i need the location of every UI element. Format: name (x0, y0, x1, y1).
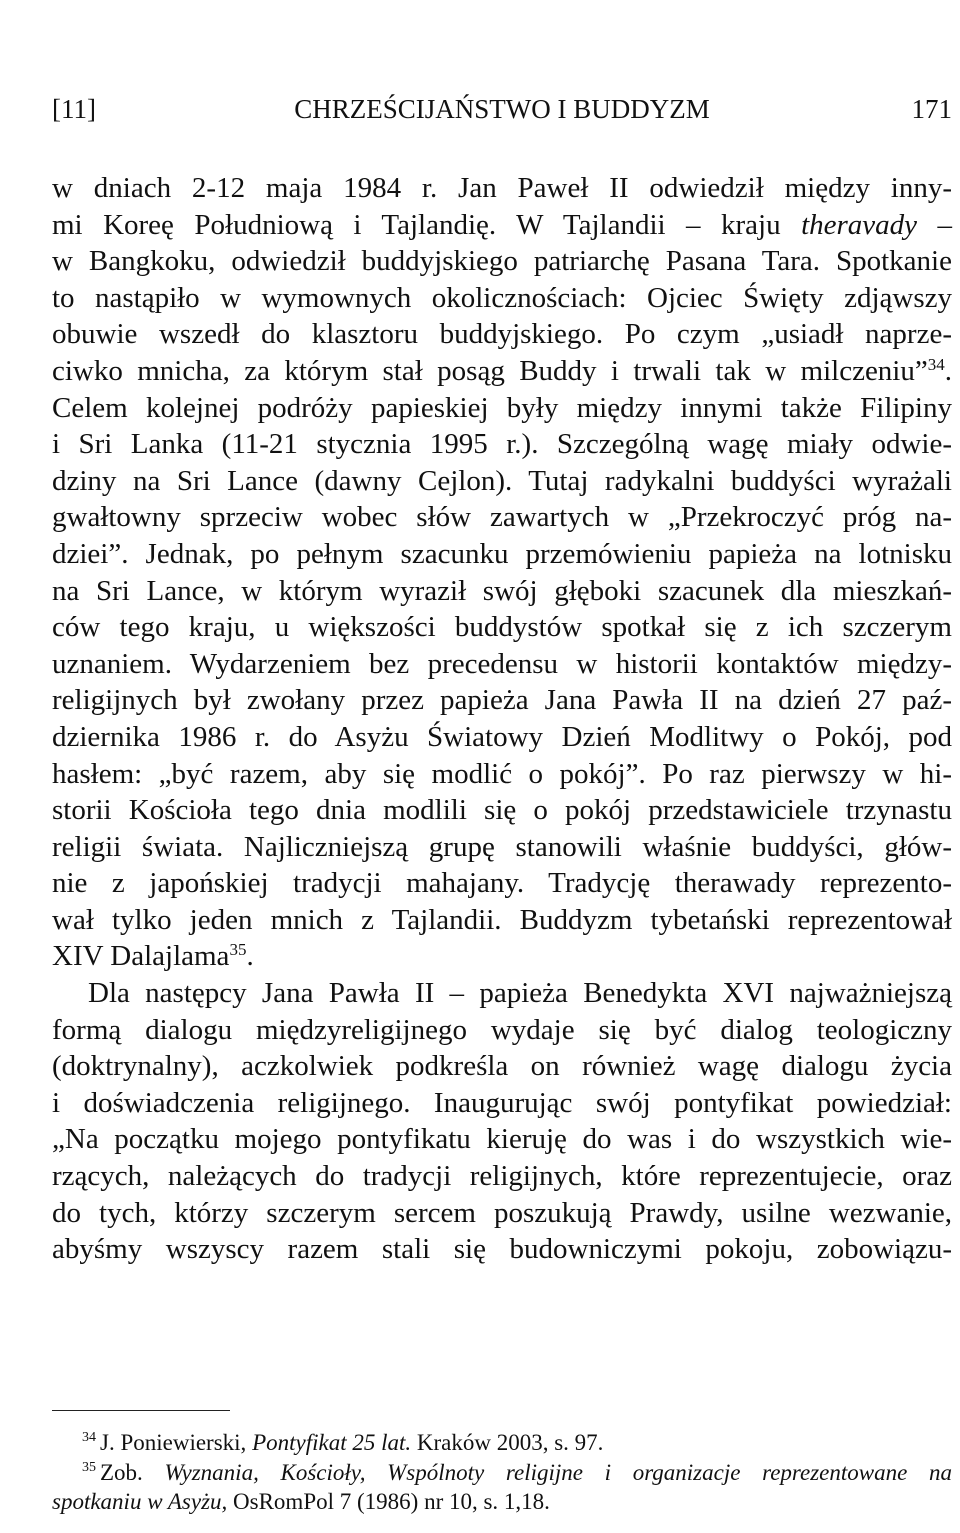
text-line: to nastąpiło w wymownych okolicznościach: Ojciec Święty zdjąwszy (52, 281, 952, 314)
footnote-ref: 35 (229, 940, 247, 960)
footnote-ref: 34 (927, 354, 945, 374)
footnote-35-continuation: spotkaniu w Asyżu, OsRomPol 7 (1986) nr 10, s. 1,18. (52, 1489, 550, 1514)
text-line: ciwko mnicha, za którym stał posąg Buddy i trwali tak w milczeniu”$^{34}$. (52, 354, 952, 387)
paragraph-first-line: Dla następcy Jana Pawła II – papieża Benedykta XVI najważniejszą (88, 977, 952, 1010)
text-line: hasłem: „być razem, aby się modlić o pokój”. Po raz pierwszy w hi- (52, 757, 952, 790)
italic-term: theravady (801, 208, 918, 241)
text-line: „Na początku mojego pontyfikatu kieruję do was i do wszystkich wie- (52, 1123, 952, 1156)
text-line: dziernika 1986 r. do Asyżu Światowy Dzień Modlitwy o Pokój, pod (52, 720, 952, 753)
text-line: mi Koreę Południową i Tajlandię. W Tajlandii – kraju theravady – (52, 208, 953, 241)
footnotes (52, 1428, 952, 1517)
text-line: XIV Dalajlama$^{35}$. (52, 940, 254, 973)
footnote-number: 35 (82, 1459, 96, 1475)
running-header (52, 92, 952, 126)
text-line: nie z japońskiej tradycji mahajany. Tradycję therawady reprezento- (52, 867, 952, 900)
section-number: [11] (52, 94, 96, 124)
text-line: gwałtowny sprzeciw wobec słów zawartych w „Przekroczyć próg na- (52, 501, 952, 534)
text-line: obuwie wszedł do klasztoru buddyjskiego. Po czym „usiadł naprze- (52, 318, 952, 351)
text-line: ców tego kraju, u większości buddystów spotkał się z ich szczerym (52, 611, 952, 644)
text-line: rzących, należących do tradycji religijnych, które reprezentujecie, oraz (52, 1160, 952, 1193)
body-text (52, 170, 952, 1268)
text-line: storii Kościoła tego dnia modlili się o pokój przedstawiciele trzynastu (52, 794, 952, 827)
text-line: i doświadczenia religijnego. Inaugurując swój pontyfikat powiedział: (52, 1086, 952, 1119)
footnote-35: $^{35}$ Zob. Wyznania, Kościoły, Wspólnoty religijne i organizacje reprezentowane na (82, 1459, 952, 1485)
text-line: i Sri Lanka (11-21 stycznia 1995 r.). Szczególną wagę miały odwie- (52, 428, 952, 461)
text-line: dziei”. Jednak, po pełnym szacunku przemówieniu papieża na lotnisku (52, 537, 952, 570)
text-line: w Bangkoku, odwiedził buddyjskiego patriarchę Pasana Tara. Spotkanie (52, 245, 952, 278)
text-line: w dniach 2-12 maja 1984 r. Jan Paweł II odwiedził między inny- (52, 172, 952, 204)
text-line: dziny na Sri Lance (dawny Cejlon). Tutaj radykalni buddyści wyrażali (52, 464, 952, 497)
text-line: religii świata. Najliczniejszą grupę stanowili właśnie buddyści, głów- (52, 830, 952, 863)
text-line: abyśmy wszyscy razem stali się budowniczymi pokoju, zobowiązu- (52, 1233, 952, 1266)
text-line: uznaniem. Wydarzeniem bez precedensu w historii kontaktów między- (52, 647, 952, 680)
footnote-separator (52, 1410, 230, 1411)
text-line: na Sri Lance, w którym wyraził swój głęboki szacunek dla mieszkań- (52, 574, 952, 607)
text-line: do tych, którzy szczerym sercem poszukują Prawdy, usilne wezwanie, (52, 1196, 952, 1229)
text-line: wał tylko jeden mnich z Tajlandii. Buddyzm tybetański reprezentował (52, 903, 952, 936)
text-line: Celem kolejnej podróży papieskiej były między innymi także Filipiny (52, 391, 952, 424)
text-line: formą dialogu międzyreligijnego wydaje się być dialog teologiczny (52, 1013, 952, 1046)
text-line: (doktrynalny), aczkolwiek podkreśla on również wagę dialogu życia (52, 1050, 952, 1083)
running-title: CHRZEŚCIJAŃSTWO I BUDDYZM (294, 94, 710, 124)
page-number: 171 (911, 94, 952, 124)
footnote-34: $^{34}$ J. Poniewierski, Pontyfikat 25 lat. Kraków 2003, s. 97. (82, 1430, 604, 1455)
text-line: religijnych był zwołany przez papieża Jana Pawła II na dzień 27 paź- (52, 684, 952, 717)
footnote-number: 34 (82, 1430, 96, 1445)
